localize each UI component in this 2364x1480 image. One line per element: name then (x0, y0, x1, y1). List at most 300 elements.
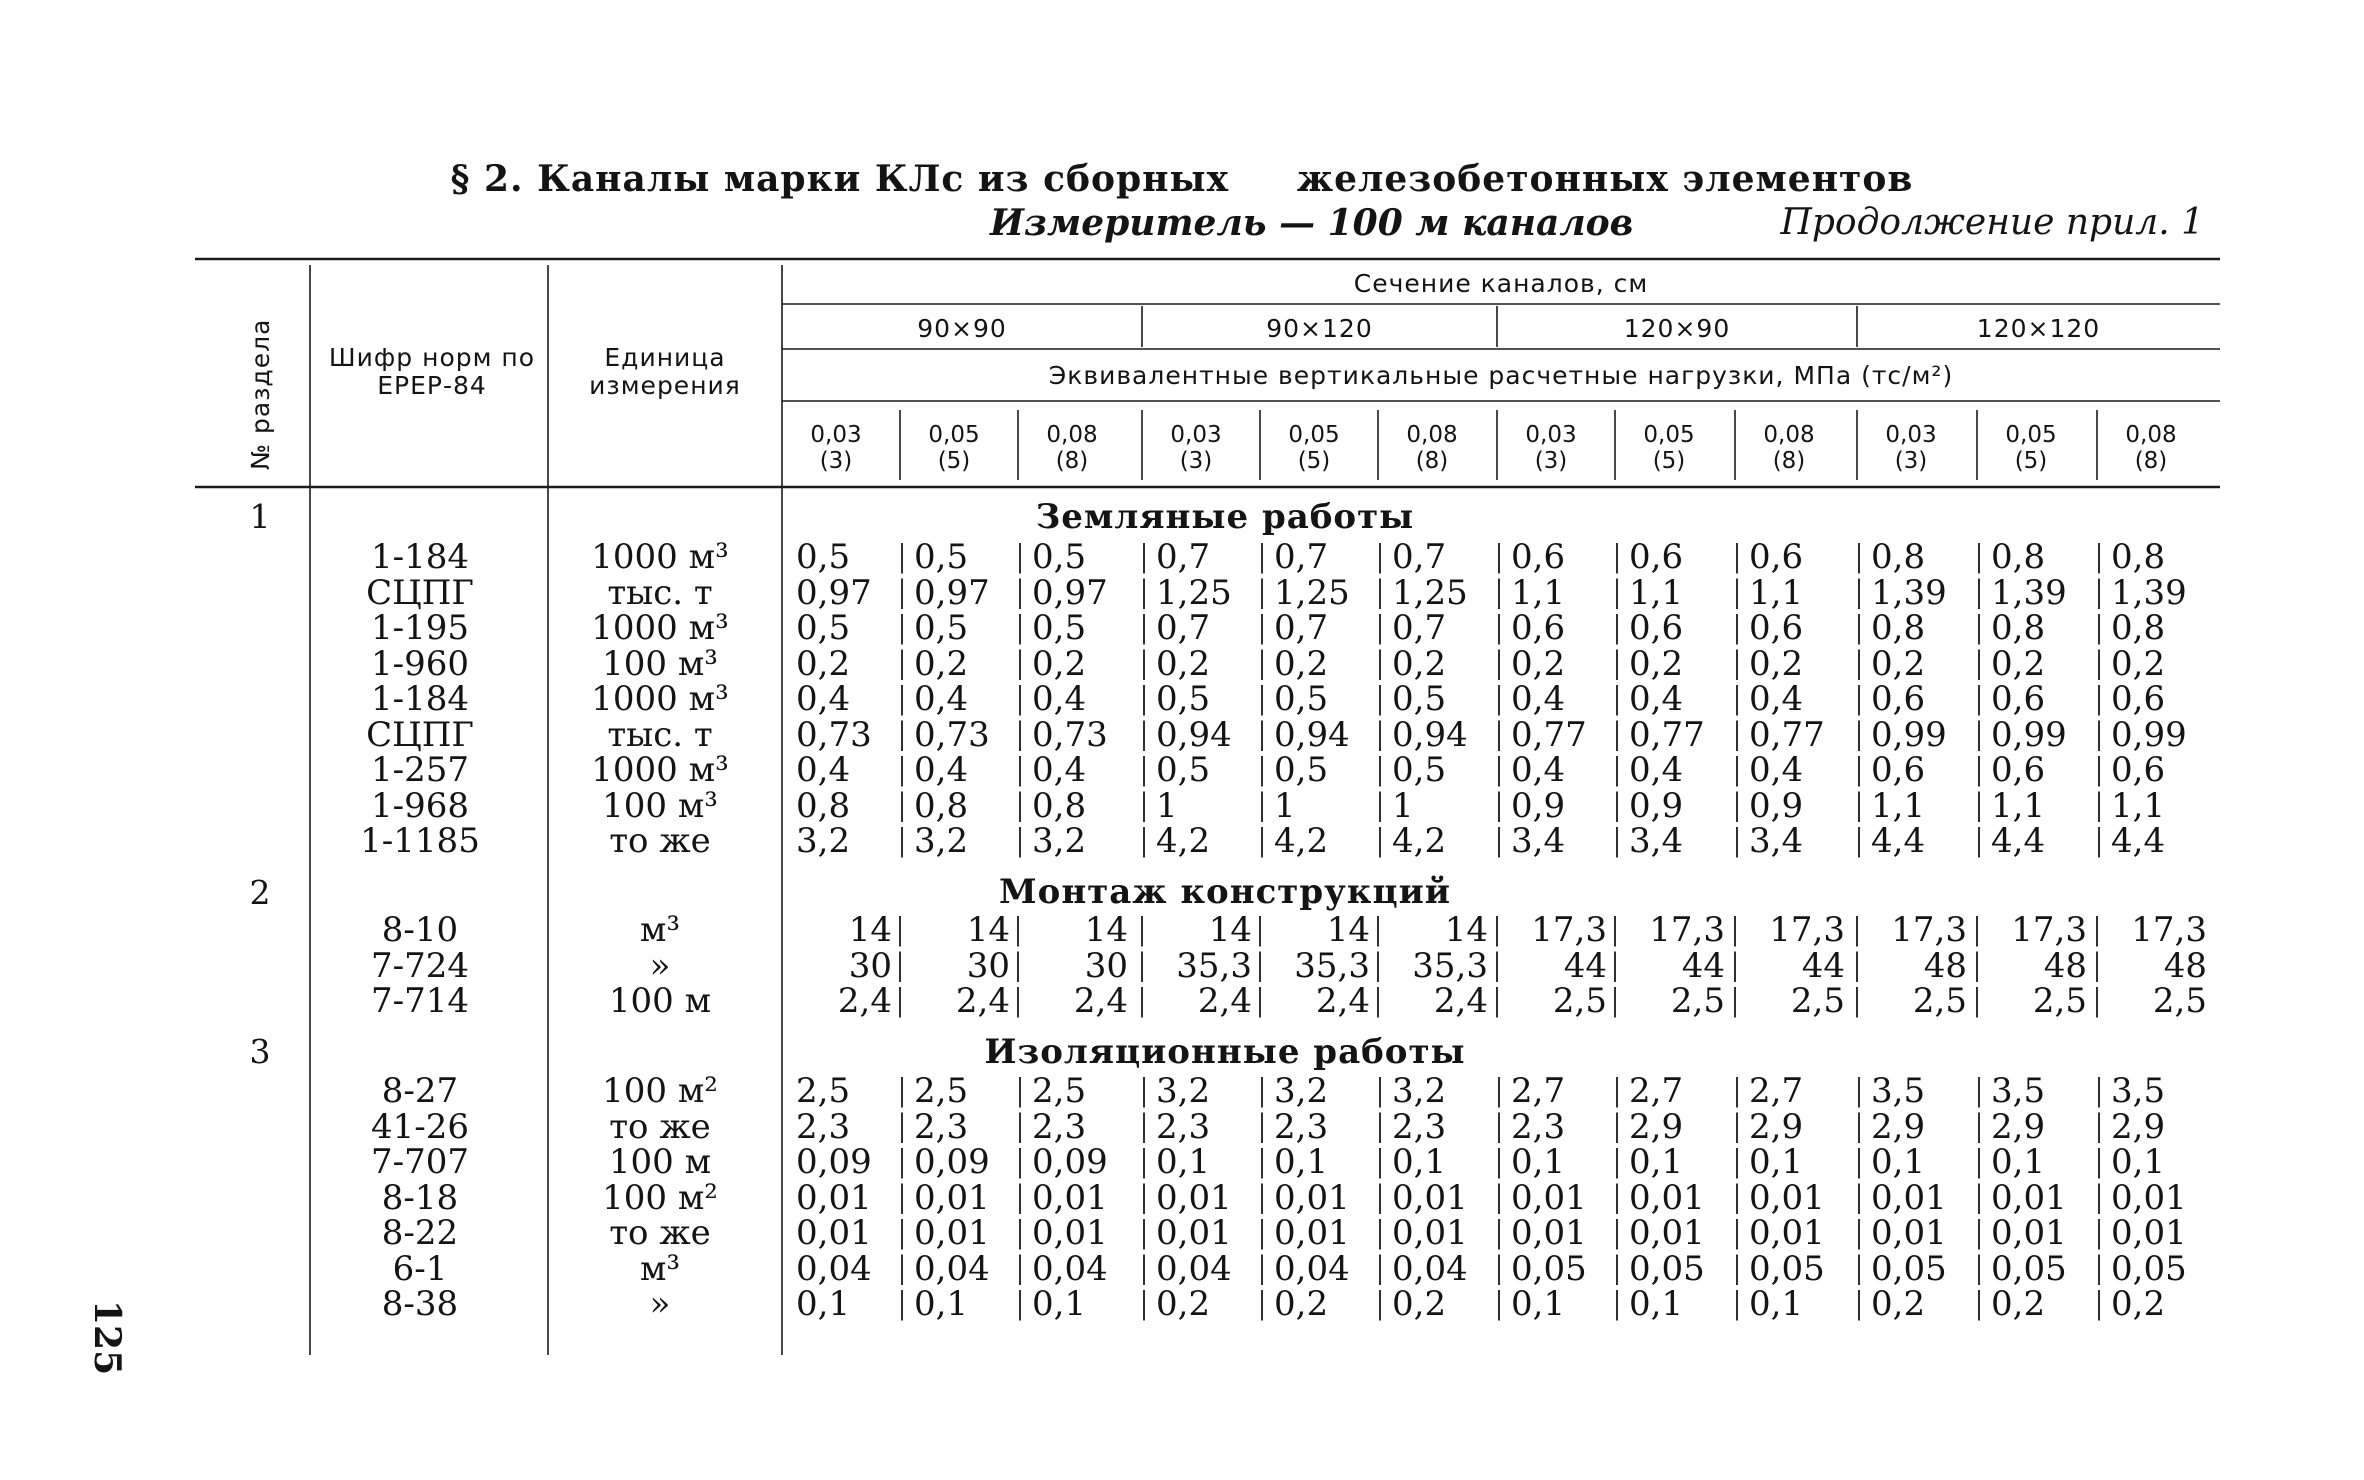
table-cell: 0,01 (1749, 1213, 1825, 1253)
section-title: Изоляционные работы (984, 1032, 1466, 1072)
table-cell: 17,3 (1531, 910, 1607, 950)
table-cell: 4,2 (1392, 821, 1447, 861)
table-cell: 2,4 (1433, 981, 1488, 1021)
table-cell: 2,9 (1871, 1106, 1926, 1147)
table-cell: 0,4 (796, 750, 851, 790)
table-cell: 0,4 (1749, 679, 1804, 719)
table-cell: 0,97 (1032, 572, 1108, 613)
table-cell: 0,04 (1392, 1248, 1468, 1289)
table-cell: 0,8 (1871, 537, 1926, 577)
table-cell: 14 (1084, 910, 1128, 950)
table-cell: 2,5 (1912, 981, 1967, 1021)
table-cell: 0,01 (796, 1213, 872, 1253)
table-cell: 0,2 (796, 643, 851, 684)
table-cell: 2,9 (1629, 1106, 1684, 1147)
table-cell: 0,77 (1749, 714, 1825, 755)
table-cell: 0,73 (914, 714, 990, 755)
measure-unit: 1000 м³ (591, 608, 729, 648)
table-cell: 0,05 (1629, 1248, 1705, 1289)
table-cell: 14 (1326, 910, 1370, 950)
table-cell: 44 (1801, 945, 1845, 986)
table-cell: 0,1 (1629, 1284, 1684, 1324)
table-cell: 0,04 (1156, 1248, 1232, 1289)
measure-unit: » (649, 1284, 671, 1324)
table-cell: 2,3 (796, 1106, 851, 1147)
load-header (1871, 422, 1951, 474)
table-cell: 3,2 (1032, 821, 1087, 861)
norm-code: 7-724 (370, 945, 469, 986)
table-cell: 0,01 (1392, 1213, 1468, 1253)
load-mpa: 0,05 (2005, 422, 2057, 448)
table-cell: 30 (848, 945, 892, 986)
table-cell: 0,01 (2111, 1213, 2187, 1253)
table-cell: 0,01 (1871, 1213, 1947, 1253)
table-cell: 3,2 (796, 821, 851, 861)
table-cell: 2,4 (1197, 981, 1252, 1021)
table-cell: 0,94 (1156, 714, 1232, 755)
norm-code: 8-18 (381, 1177, 459, 1218)
table-cell: 0,1 (1032, 1284, 1087, 1324)
table-cell: 0,01 (1629, 1213, 1705, 1253)
table-cell: 17,3 (1649, 910, 1725, 950)
norm-code: 1-184 (370, 537, 469, 577)
table-cell: 2,5 (1552, 981, 1607, 1021)
table-cell: 0,5 (1392, 679, 1447, 719)
table-cell: 0,2 (1156, 643, 1211, 684)
table-cell: 4,2 (1156, 821, 1211, 861)
table-cell: 0,9 (1511, 785, 1566, 826)
table-cell: 1 (1392, 785, 1414, 826)
table-cell: 0,1 (1156, 1142, 1211, 1182)
table-cell: 0,5 (1032, 608, 1087, 648)
table-cell: 0,2 (1991, 643, 2046, 684)
table-cell: 14 (1444, 910, 1488, 950)
table-cell: 1,1 (1629, 572, 1684, 613)
load-mpa: 0,05 (1643, 422, 1695, 448)
load-header (2111, 422, 2191, 474)
table-cell: 0,97 (796, 572, 872, 613)
table-cell: 0,1 (1749, 1142, 1804, 1182)
table-cell: 0,4 (1511, 679, 1566, 719)
table-cell: 0,97 (914, 572, 990, 613)
load-header (1392, 422, 1472, 474)
table-cell: 0,4 (1511, 750, 1566, 790)
table-cell: 2,5 (1790, 981, 1845, 1021)
measure-unit: м³ (639, 910, 681, 950)
channel-section-header: Сечение каналов, см (1353, 269, 1649, 298)
table-cell: 2,7 (1629, 1071, 1684, 1111)
table-cell: 2,5 (914, 1071, 969, 1111)
table-cell: 0,5 (1274, 679, 1329, 719)
table-cell: 2,7 (1749, 1071, 1804, 1111)
table-cell: 0,5 (914, 608, 969, 648)
table-cell: 0,9 (1749, 785, 1804, 826)
table-cell: 2,3 (1032, 1106, 1087, 1147)
measure-unit: 100 м² (602, 1177, 718, 1218)
table-cell: 0,4 (914, 679, 969, 719)
measure-unit: то же (609, 821, 711, 861)
table-cell: 1,25 (1274, 572, 1350, 613)
table-cell: 0,6 (1511, 608, 1566, 648)
section-number: 3 (249, 1032, 271, 1071)
table-cell: 0,8 (914, 785, 969, 826)
size-header-90x90: 90×90 (917, 314, 1007, 343)
norm-code: 8-10 (381, 910, 459, 950)
code-header: Шифр норм по ЕРЕР-84 (328, 343, 536, 400)
load-mpa: 0,05 (1288, 422, 1340, 448)
table-cell: 2,4 (837, 981, 892, 1021)
table-cell: 0,94 (1274, 714, 1350, 755)
table-cell: 0,5 (914, 537, 969, 577)
measure-unit: 1000 м³ (591, 537, 729, 577)
table-cell: 0,2 (1392, 643, 1447, 684)
table-cell: 0,7 (1274, 608, 1329, 648)
table-cell: 0,01 (1274, 1177, 1350, 1218)
measure-unit: 100 м (608, 981, 712, 1021)
measure-unit: тыс. т (607, 714, 713, 755)
table-cell: 0,5 (796, 537, 851, 577)
load-tcm2: (3) (1894, 448, 1928, 474)
table-cell: 0,4 (796, 679, 851, 719)
norm-code: 6-1 (392, 1248, 448, 1289)
title-part-2: железобетонных элементов (1296, 158, 1914, 200)
load-mpa: 0,05 (928, 422, 980, 448)
table-cell: 0,6 (1629, 608, 1684, 648)
table-cell: 17,3 (2131, 910, 2207, 950)
load-header (914, 422, 994, 474)
table-cell: 4,4 (2111, 821, 2166, 861)
table-cell: 0,2 (1274, 1284, 1329, 1324)
measure-unit: м³ (639, 1248, 681, 1289)
load-header (1511, 422, 1591, 474)
section-number-header: № раздела (246, 318, 275, 470)
table-cell: 0,01 (914, 1177, 990, 1218)
table-cell: 1 (1274, 785, 1296, 826)
table-cell: 0,4 (1629, 750, 1684, 790)
measure-unit: то же (609, 1106, 711, 1147)
load-tcm2: (3) (1179, 448, 1213, 474)
table-cell: 0,01 (1629, 1177, 1705, 1218)
measure-unit: 100 м² (602, 1071, 718, 1111)
table-cell: 0,5 (1156, 750, 1211, 790)
table-cell: 0,2 (1749, 643, 1804, 684)
norm-code: 8-27 (381, 1071, 459, 1111)
table-cell: 0,01 (1032, 1177, 1108, 1218)
table-cell: 0,01 (2111, 1177, 2187, 1218)
load-tcm2: (3) (819, 448, 853, 474)
load-tcm2: (5) (2014, 448, 2048, 474)
table-cell: 1,25 (1156, 572, 1232, 613)
table-cell: 0,2 (1871, 1284, 1926, 1324)
size-header-120x90: 120×90 (1623, 314, 1731, 343)
section-title: Монтаж конструкций (999, 872, 1451, 912)
table-cell: 3,2 (1156, 1071, 1211, 1111)
table-cell: 0,09 (1032, 1142, 1108, 1182)
load-mpa: 0,03 (810, 422, 862, 448)
load-tcm2: (5) (937, 448, 971, 474)
table-cell: 0,77 (1629, 714, 1705, 755)
table-cell: 30 (966, 945, 1010, 986)
table-cell: 3,4 (1629, 821, 1684, 861)
measure-unit: » (649, 945, 671, 986)
norm-code: 1-184 (370, 679, 469, 719)
table-cell: 3,2 (1392, 1071, 1447, 1111)
table-cell: 2,5 (1032, 1071, 1087, 1111)
load-mpa: 0,03 (1885, 422, 1937, 448)
table-cell: 3,2 (1274, 1071, 1329, 1111)
table-cell: 4,4 (1871, 821, 1926, 861)
table-cell: 0,5 (1274, 750, 1329, 790)
table-cell: 0,73 (1032, 714, 1108, 755)
table-cell: 0,1 (1511, 1142, 1566, 1182)
continuation-note: Продолжение прил. 1 (1780, 202, 2204, 243)
table-cell: 1,39 (1991, 572, 2067, 613)
table-cell: 0,01 (1392, 1177, 1468, 1218)
table-cell: 0,2 (2111, 1284, 2166, 1324)
table-cell: 0,2 (1871, 643, 1926, 684)
table-cell: 0,2 (2111, 643, 2166, 684)
table-cell: 0,05 (1871, 1248, 1947, 1289)
norm-code: 1-257 (370, 750, 469, 790)
table-cell: 1,39 (2111, 572, 2187, 613)
table-cell: 0,99 (1871, 714, 1947, 755)
load-caption: Эквивалентные вертикальные расчетные нагрузки, МПа (тс/м²) (1048, 361, 1954, 390)
size-header-90x120: 90×120 (1266, 314, 1373, 343)
load-tcm2: (8) (1415, 448, 1449, 474)
section-title: Земляные работы (1035, 497, 1415, 537)
table-cell: 0,01 (796, 1177, 872, 1218)
load-tcm2: (8) (1772, 448, 1806, 474)
table-cell: 0,2 (1392, 1284, 1447, 1324)
unit-header: Единица измерения (589, 343, 741, 400)
load-mpa: 0,08 (1763, 422, 1815, 448)
table-cell: 0,6 (1991, 750, 2046, 790)
table-cell: 0,1 (796, 1284, 851, 1324)
table-cell: 3,2 (914, 821, 969, 861)
table-cell: 0,2 (1511, 643, 1566, 684)
table-cell: 0,1 (1749, 1284, 1804, 1324)
table-cell: 0,09 (796, 1142, 872, 1182)
table-cell: 2,9 (1749, 1106, 1804, 1147)
table-cell: 0,09 (914, 1142, 990, 1182)
norm-code: 7-707 (370, 1142, 469, 1182)
table-cell: 2,5 (1670, 981, 1725, 1021)
table-cell: 0,01 (1749, 1177, 1825, 1218)
table-cell: 0,1 (914, 1284, 969, 1324)
table-cell: 0,1 (1871, 1142, 1926, 1182)
table-cell: 48 (2163, 945, 2207, 986)
measure-unit: 100 м³ (602, 643, 718, 684)
load-tcm2: (8) (2134, 448, 2168, 474)
table-cell: 0,01 (1032, 1213, 1108, 1253)
table-cell: 4,4 (1991, 821, 2046, 861)
measure-unit: 100 м (608, 1142, 712, 1182)
table-cell: 0,99 (2111, 714, 2187, 755)
table-cell: 0,4 (1629, 679, 1684, 719)
load-header (1749, 422, 1829, 474)
table-cell: 2,4 (955, 981, 1010, 1021)
table-cell: 44 (1563, 945, 1607, 986)
table-cell: 3,4 (1511, 821, 1566, 861)
table-cell: 0,5 (796, 608, 851, 648)
table-cell: 0,7 (1274, 537, 1329, 577)
table-cell: 0,99 (1991, 714, 2067, 755)
measure-unit: 100 м³ (602, 785, 718, 826)
table-cell: 0,4 (1032, 750, 1087, 790)
table-cell: 0,01 (1991, 1213, 2067, 1253)
table-cell: 44 (1681, 945, 1725, 986)
load-mpa: 0,08 (1046, 422, 1098, 448)
table-cell: 0,1 (1991, 1142, 2046, 1182)
table-cell: 0,6 (1871, 750, 1926, 790)
table-cell: 0,2 (1274, 643, 1329, 684)
table-cell: 0,7 (1156, 537, 1211, 577)
table-cell: 0,8 (2111, 608, 2166, 648)
measure-unit: 1000 м³ (591, 750, 729, 790)
table-cell: 1,1 (1511, 572, 1566, 613)
table-cell: 1,1 (1991, 785, 2046, 826)
norm-code: 1-195 (370, 608, 469, 648)
table-cell: 0,1 (1274, 1142, 1329, 1182)
table-cell: 0,6 (1511, 537, 1566, 577)
table-cell: 0,1 (1392, 1142, 1447, 1182)
table-cell: 0,7 (1156, 608, 1211, 648)
table-cell: 0,05 (1749, 1248, 1825, 1289)
table-cell: 4,2 (1274, 821, 1329, 861)
load-mpa: 0,03 (1170, 422, 1222, 448)
table-cell: 0,8 (2111, 537, 2166, 577)
table-cell: 0,01 (1511, 1177, 1587, 1218)
table-cell: 0,2 (1991, 1284, 2046, 1324)
load-tcm2: (5) (1297, 448, 1331, 474)
table-cell: 2,3 (1156, 1106, 1211, 1147)
table-cell: 0,8 (1032, 785, 1087, 826)
table-cell: 0,2 (1629, 643, 1684, 684)
norm-code: СЦПГ (366, 572, 474, 613)
table-cell: 3,5 (1991, 1071, 2046, 1111)
table-cell: 48 (2043, 945, 2087, 986)
table-cell: 2,9 (2111, 1106, 2166, 1147)
load-header (1991, 422, 2071, 474)
table-cell: 2,4 (1315, 981, 1370, 1021)
table-cell: 2,9 (1991, 1106, 2046, 1147)
table-cell: 0,2 (1156, 1284, 1211, 1324)
table-cell: 14 (966, 910, 1010, 950)
table-cell: 0,04 (1032, 1248, 1108, 1289)
table-cell: 35,3 (1412, 945, 1488, 986)
table-cell: 2,7 (1511, 1071, 1566, 1111)
table-cell: 0,5 (1392, 750, 1447, 790)
section-number: 2 (249, 873, 271, 912)
table-cell: 0,1 (1629, 1142, 1684, 1182)
table-cell: 3,5 (2111, 1071, 2166, 1111)
table-cell: 0,6 (1871, 679, 1926, 719)
norm-code: СЦПГ (366, 714, 474, 755)
norm-code: 8-38 (381, 1284, 459, 1324)
table-cell: 0,01 (1991, 1177, 2067, 1218)
load-header (1274, 422, 1354, 474)
table-cell: 30 (1084, 945, 1128, 986)
table-cell: 0,6 (2111, 679, 2166, 719)
table-cell: 0,6 (2111, 750, 2166, 790)
table-cell: 0,01 (1511, 1213, 1587, 1253)
table-cell: 0,01 (1274, 1213, 1350, 1253)
table-cell: 0,05 (1991, 1248, 2067, 1289)
load-mpa: 0,03 (1525, 422, 1577, 448)
table-cell: 0,1 (2111, 1142, 2166, 1182)
table-cell: 2,3 (1274, 1106, 1329, 1147)
table-cell: 0,5 (1032, 537, 1087, 577)
table-cell: 0,4 (1749, 750, 1804, 790)
measure-unit: то же (609, 1213, 711, 1253)
table-cell: 0,9 (1629, 785, 1684, 826)
table-cell: 3,4 (1749, 821, 1804, 861)
load-tcm2: (3) (1534, 448, 1568, 474)
table-cell: 0,01 (1156, 1177, 1232, 1218)
measure-unit: 1000 м³ (591, 679, 729, 719)
measure-unit: тыс. т (607, 572, 713, 613)
table-cell: 0,04 (914, 1248, 990, 1289)
table-cell: 0,8 (796, 785, 851, 826)
table-cell: 0,6 (1991, 679, 2046, 719)
table-cell: 0,01 (914, 1213, 990, 1253)
load-mpa: 0,08 (2125, 422, 2177, 448)
page-number: 125 (86, 1300, 128, 1376)
table-cell: 0,6 (1749, 608, 1804, 648)
table-cell: 0,05 (1511, 1248, 1587, 1289)
table-cell: 0,2 (1032, 643, 1087, 684)
table-cell: 0,6 (1749, 537, 1804, 577)
table-cell: 0,01 (1156, 1213, 1232, 1253)
table-cell: 35,3 (1176, 945, 1252, 986)
table-cell: 2,3 (914, 1106, 969, 1147)
title-part-1: § 2. Каналы марки КЛс из сборных (450, 158, 1230, 200)
table-cell: 0,8 (1991, 537, 2046, 577)
load-tcm2: (5) (1652, 448, 1686, 474)
table-cell: 1,1 (1871, 785, 1926, 826)
load-tcm2: (8) (1055, 448, 1089, 474)
load-header (1032, 422, 1112, 474)
load-mpa: 0,08 (1406, 422, 1458, 448)
table-cell: 0,05 (2111, 1248, 2187, 1289)
table-cell: 35,3 (1294, 945, 1370, 986)
table-cell: 1,25 (1392, 572, 1468, 613)
table-cell: 14 (1208, 910, 1252, 950)
table-cell: 0,77 (1511, 714, 1587, 755)
table-cell: 2,5 (796, 1071, 851, 1111)
table-cell: 2,4 (1073, 981, 1128, 1021)
section-number: 1 (249, 497, 271, 536)
table-cell: 2,5 (2152, 981, 2207, 1021)
load-header (796, 422, 876, 474)
table-cell: 1,1 (1749, 572, 1804, 613)
table-cell: 2,3 (1511, 1106, 1566, 1147)
table-cell: 0,5 (1156, 679, 1211, 719)
table-cell: 0,7 (1392, 608, 1447, 648)
table-cell: 0,04 (796, 1248, 872, 1289)
table-cell: 0,4 (914, 750, 969, 790)
table-cell: 48 (1923, 945, 1967, 986)
table-cell: 0,8 (1871, 608, 1926, 648)
norm-code: 41-26 (370, 1106, 469, 1147)
table-cell: 0,7 (1392, 537, 1447, 577)
measurement-unit-subtitle: Измеритель — 100 м каналов (990, 202, 1634, 244)
table-cell: 1,39 (1871, 572, 1947, 613)
load-header (1629, 422, 1709, 474)
table-cell: 0,6 (1629, 537, 1684, 577)
table-cell: 1,1 (2111, 785, 2166, 826)
table-cell: 0,04 (1274, 1248, 1350, 1289)
